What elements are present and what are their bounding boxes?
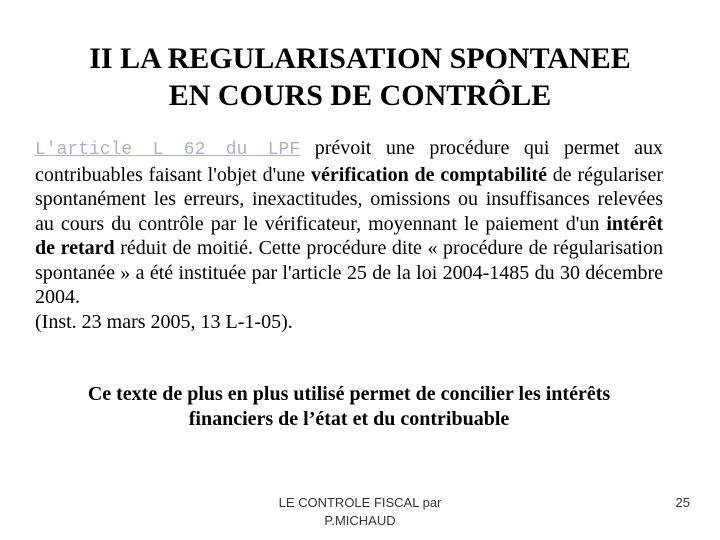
closing-line-2: financiers de l’état et du contribuable xyxy=(188,408,510,430)
bold-interet: intérêt de retard xyxy=(35,212,663,259)
page-number: 25 xyxy=(675,495,690,510)
article-link[interactable]: L'article L 62 du LPF xyxy=(35,140,301,160)
slide-title xyxy=(0,40,720,114)
closing-line-1: Ce texte de plus en plus utilisé permet de concilier les intérêts xyxy=(87,383,611,405)
body-paragraph xyxy=(35,136,663,334)
reference-citation: (Inst. 23 mars 2005, 13 L-1-05). xyxy=(35,310,293,333)
body-text-1: prévoit une procédure qui permet aux contribuables faisant l'objet d'une xyxy=(35,137,663,186)
closing-statement xyxy=(35,382,663,432)
footer-line-2: P.MICHAUD xyxy=(324,513,396,528)
title-line-1: II LA REGULARISATION SPONTANEE xyxy=(89,42,631,75)
title-line-2: EN COURS DE CONTRÔLE xyxy=(168,79,552,112)
footer-author xyxy=(258,494,462,530)
bold-verification: vérification de comptabilité xyxy=(310,163,547,186)
body-text-2: de régulariser spontanément les erreurs, inexactitudes, omissions ou insuffisances relevées au cours du contrôle par le vérificateur, moyennant le paiement d'un xyxy=(35,163,663,235)
body-text-3: réduit de moitié. Cette procédure dite « procédure de régularisation spontanée » a été instituée par l'article 25 de la loi 2004-1485 du 30 décembre 2004. xyxy=(35,237,663,308)
footer-line-1: LE CONTROLE FISCAL par xyxy=(278,495,442,510)
